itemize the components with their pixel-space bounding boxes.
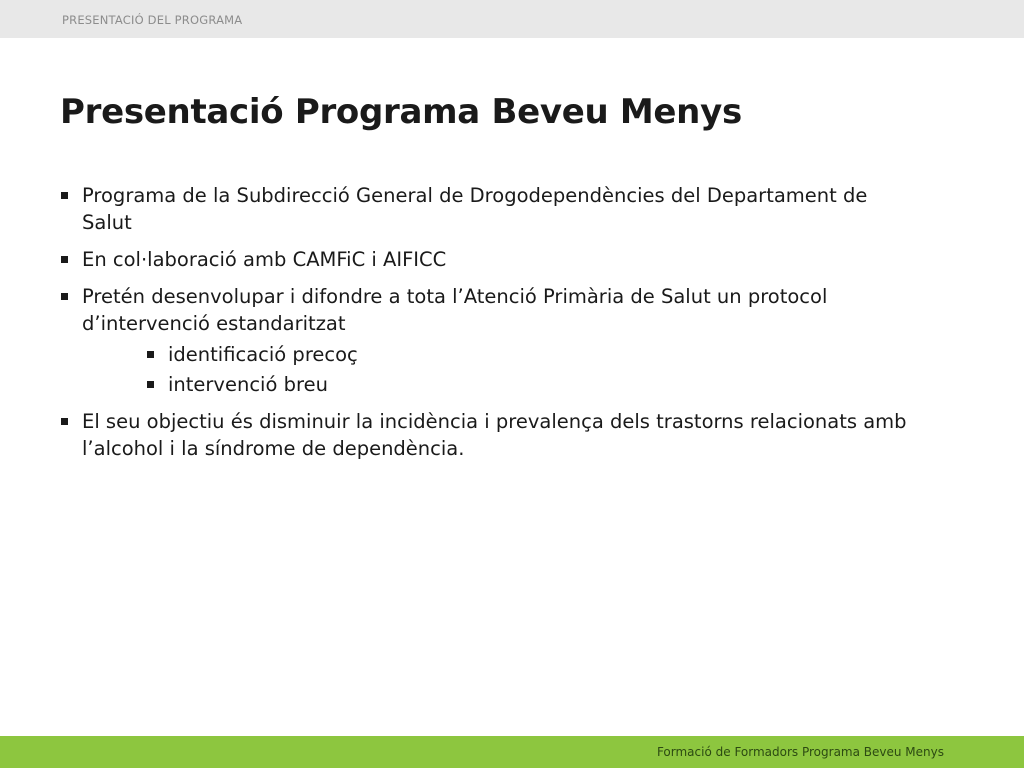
- bullet-text: Programa de la Subdirecció General de Drogodependències del Departament de Salut: [82, 184, 868, 234]
- bullet-item: [60, 246, 920, 273]
- sub-bullet-item: [146, 371, 920, 398]
- slide-content: [60, 182, 920, 472]
- sub-bullet-text: intervenció breu: [168, 373, 328, 396]
- footer-text: Formació de Formadors Programa Beveu Menys: [656, 745, 944, 759]
- bullet-item: [60, 408, 920, 462]
- slide-title: Presentació Programa Beveu Menys: [60, 92, 742, 132]
- bullet-list: [60, 182, 920, 462]
- header-band: [0, 0, 1024, 38]
- bullet-item: [60, 283, 920, 398]
- sub-bullet-list: [82, 341, 920, 398]
- section-label: PRESENTACIÓ DEL PROGRAMA: [62, 13, 243, 27]
- sub-bullet-item: [146, 341, 920, 368]
- bullet-text: En col·laboració amb CAMFiC i AIFICC: [82, 248, 447, 271]
- footer-band: [0, 736, 1024, 768]
- bullet-text: Pretén desenvolupar i difondre a tota l’Atenció Primària de Salut un protocol d’intervenció estandaritzat: [82, 285, 828, 335]
- bullet-text: El seu objectiu és disminuir la incidència i prevalença dels trastorns relacionats amb l’alcohol i la síndrome de dependència.: [82, 410, 907, 460]
- bullet-item: [60, 182, 920, 236]
- sub-bullet-text: identificació precoç: [168, 343, 358, 366]
